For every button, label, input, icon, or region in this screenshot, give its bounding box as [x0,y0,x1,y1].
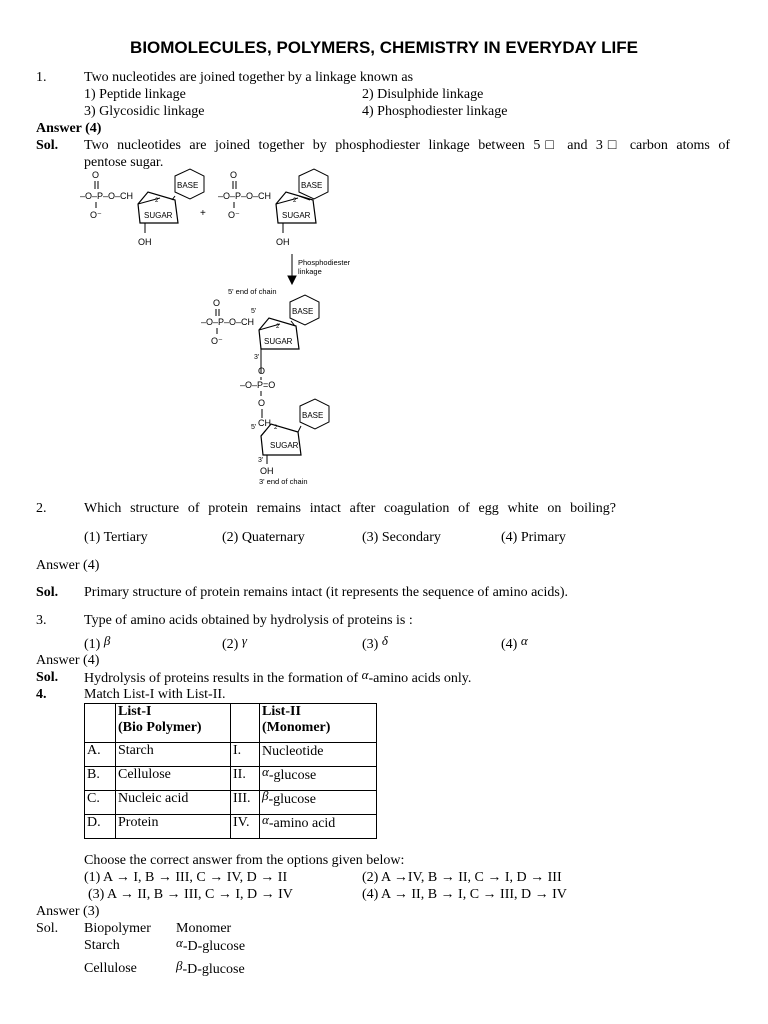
q4-answer: Answer (3) [36,904,100,919]
table-row [85,791,377,815]
arrow-head [288,276,296,284]
sol-polymer-starch: Starch [84,938,120,953]
o-minus: O⁻ [228,210,240,220]
q2-sol: Primary structure of protein remains intact (it represents the sequence of amino acids). [84,585,568,600]
q2-option-2: (2) Quaternary [222,530,305,545]
q1-sol-label: Sol. [36,138,59,153]
row-numeral: III. [231,791,260,815]
q4-option-2: (2) A →IV, B → II, C → I, D → III [362,870,562,885]
polymer-name: Cellulose [116,767,231,791]
q4-option-4: (4) A → II, B → I, C → III, D → IV [362,887,567,902]
q2-answer: Answer (4) [36,558,100,573]
q2-text: Which structure of protein remains intact after coagulation of egg white on boiling? [84,501,616,516]
q3-answer: Answer (4) [36,653,100,668]
o-minus: O⁻ [211,336,223,346]
q1-option-2: 2) Disulphide linkage [362,87,484,102]
five-end-label: 5' end of chain [228,287,277,296]
sugar-label: SUGAR [282,211,311,220]
q3-sol: Hydrolysis of proteins results in the formation of α-amino acids only. [84,667,472,686]
three-prime: 3' [254,354,260,361]
row-numeral: I. [231,743,260,767]
link-o: O [258,366,266,376]
sol-head-biopolymer: Biopolymer [84,921,151,936]
row-letter: A. [85,743,116,767]
q1-sol-line1: Two nucleotides are joined together by phosphodiester linkage between 5□ and 3□ carbon atoms of [84,138,730,153]
oh-label: OH [260,466,274,476]
phosphate-link: –O–P=O [240,380,276,390]
phosphate-o: O [213,298,221,308]
page-title: BIOMOLECULES, POLYMERS, CHEMISTRY IN EVERYDAY LIFE [130,38,638,57]
q1-number: 1. [36,70,47,85]
phosphate-chain: –O–P–O–CH [80,191,134,201]
row-numeral: IV. [231,815,260,839]
q3-option-1: (1) β [84,633,111,652]
base-label: BASE [301,181,323,190]
match-table [84,703,377,839]
ch2-subscript: 2 [155,198,159,204]
q4-option-3: (3) A → II, B → III, C → I, D → IV [88,887,293,902]
q2-number: 2. [36,501,47,516]
three-prime: 3' [258,457,264,464]
list1-header: List-I (Bio Polymer) [116,704,231,743]
three-end-label: 3' end of chain [259,477,308,486]
table-cell [231,704,260,743]
polymer-name: Nucleic acid [116,791,231,815]
sol-monomer-starch: α-D-glucose [176,935,246,954]
polymer-name: Protein [116,815,231,839]
sol-head-monomer: Monomer [176,921,232,936]
row-letter: B. [85,767,116,791]
q1-text: Two nucleotides are joined together by a linkage known as [84,70,414,85]
list2-header: List-II (Monomer) [260,704,377,743]
q2-sol-label: Sol. [36,585,59,600]
q3-number: 3. [36,613,47,628]
table-cell [85,704,116,743]
polymer-name: Starch [116,743,231,767]
nucleotide-1 [80,169,204,247]
ch2-subscript: 2 [274,425,278,431]
nucleotide-2 [218,169,328,247]
q1-option-1: 1) Peptide linkage [84,87,186,102]
monomer-name: α-amino acid [260,815,377,839]
monomer-name: β-glucose [260,791,377,815]
q4-number: 4. [36,687,47,702]
sugar-label: SUGAR [264,337,293,346]
q2-option-4: (4) Primary [501,530,566,545]
sugar-label: SUGAR [270,441,299,450]
sol-polymer-cellulose: Cellulose [84,961,137,976]
q4-text: Match List-I with List-II. [84,687,226,702]
q2-option-1: (1) Tertiary [84,530,148,545]
q4-option-1: (1) A → I, B → III, C → IV, D → II [84,870,288,885]
row-letter: D. [85,815,116,839]
q4-choose-text: Choose the correct answer from the options given below: [84,853,405,868]
q3-option-4: (4) α [501,633,528,652]
link-o-lower: O [258,398,266,408]
table-row [85,815,377,839]
oh-label: OH [276,237,290,247]
oh-label: OH [138,237,152,247]
base-label: BASE [177,181,199,190]
q4-sol-label: Sol. [36,921,59,936]
ch2-subscript: 2 [293,198,297,204]
phosphate-chain: –O–P–O–CH [218,191,272,201]
q1-option-3: 3) Glycosidic linkage [84,104,205,119]
phosphate-o: O [92,170,100,180]
sol-monomer-cellulose: β-D-glucose [176,958,245,977]
q1-sol-line2: pentose sugar. [84,155,164,170]
row-letter: C. [85,791,116,815]
phosphate-chain: –O–P–O–CH [201,317,255,327]
ch2-label: CH [258,418,271,428]
ch2-subscript: 2 [276,324,280,330]
base-label: BASE [292,307,314,316]
q3-sol-label: Sol. [36,670,59,685]
plus-sign: + [200,208,206,219]
o-minus: O⁻ [90,210,102,220]
table-row [85,767,377,791]
q3-option-3: (3) δ [362,633,388,652]
arrow-label-line1: Phosphodiester [298,258,351,267]
sugar-label: SUGAR [144,211,173,220]
arrow-label-line2: linkage [298,267,322,276]
table-row [85,743,377,767]
table-header-row [85,704,377,743]
q3-option-2: (2) γ [222,633,247,652]
five-prime: 5' [251,308,257,315]
five-prime: 5' [251,424,257,431]
q2-option-3: (3) Secondary [362,530,441,545]
monomer-name: α-glucose [260,767,377,791]
q1-answer: Answer (4) [36,121,102,136]
q1-option-4: 4) Phosphodiester linkage [362,104,508,119]
phosphate-o: O [230,170,238,180]
q3-text: Type of amino acids obtained by hydrolysis of proteins is : [84,613,413,628]
monomer-name: Nucleotide [260,743,377,767]
base-label: BASE [302,411,324,420]
dinucleotide [201,287,329,486]
row-numeral: II. [231,767,260,791]
phosphodiester-diagram [80,168,370,488]
